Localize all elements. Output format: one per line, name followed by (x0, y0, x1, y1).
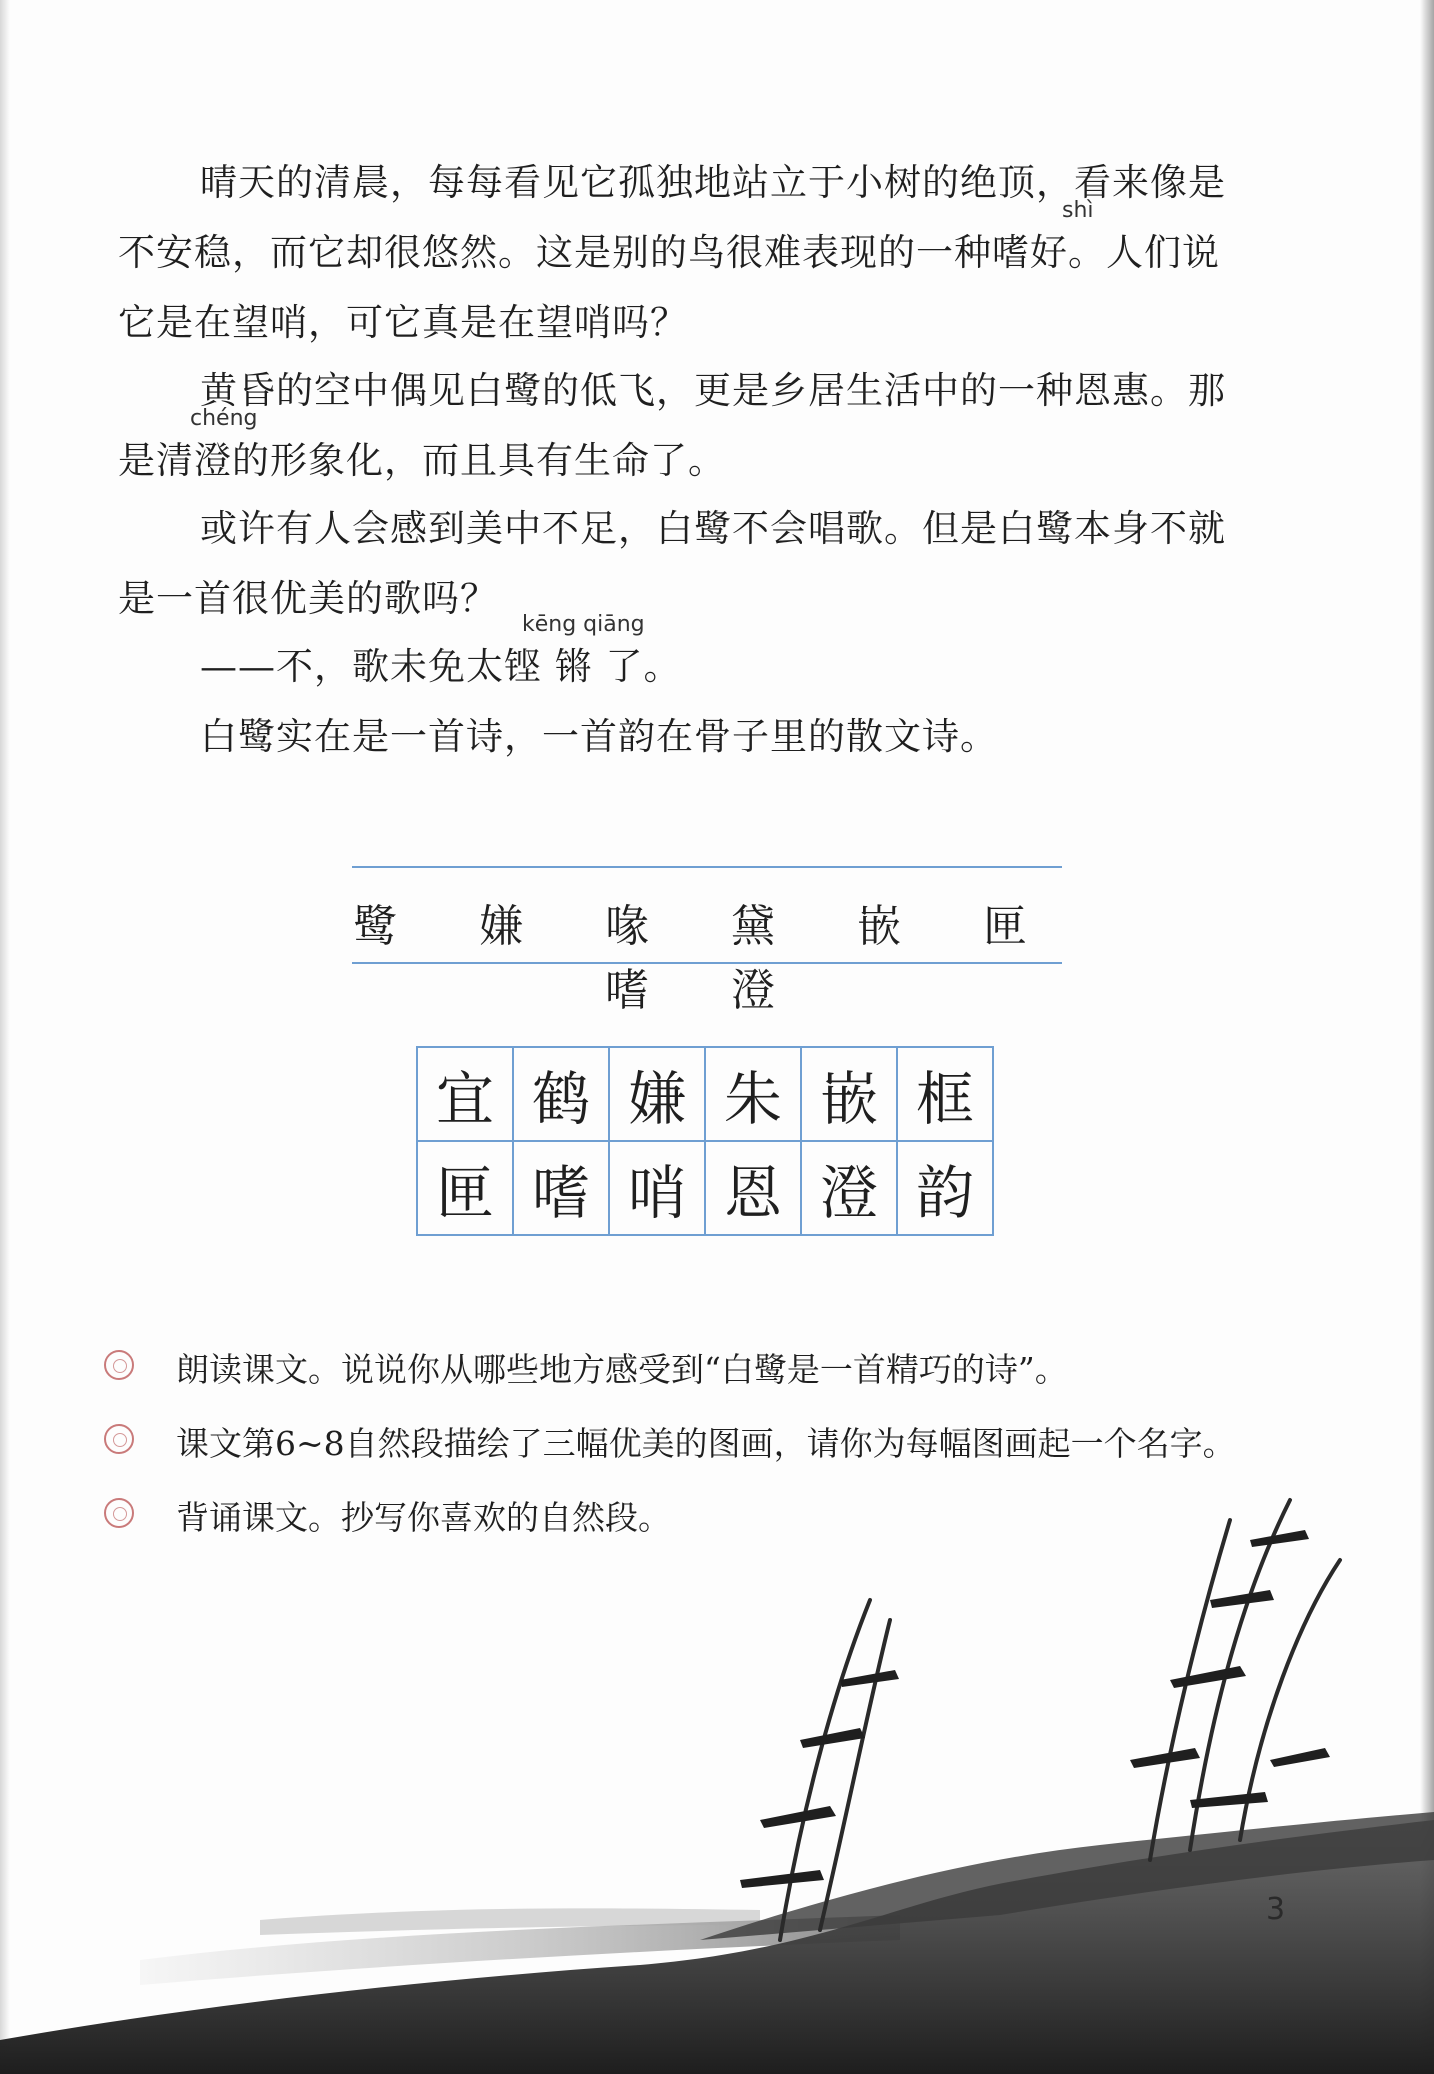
grid-cell: 宜 (417, 1047, 513, 1141)
grid-cell: 澄 (801, 1141, 897, 1235)
pinyin-cheng: chéng (190, 406, 258, 431)
task-text: 背诵课文。抄写你喜欢的自然段。 (176, 1498, 671, 1537)
paragraph-3-line-1: 或许有人会感到美中不足，白鹭不会唱歌。但是白鹭本身不就 (200, 507, 1226, 550)
paragraph-1-line-1: 晴天的清晨，每每看见它孤独地站立于小树的绝顶，看来像是 (200, 161, 1226, 204)
paragraph-1-line-3: 它是在望哨，可它真是在望哨吗？ (118, 301, 688, 344)
grid-cell: 哨 (609, 1141, 705, 1235)
grid-cell: 朱 (705, 1047, 801, 1141)
paragraph-5: 白鹭实在是一首诗，一首韵在骨子里的散文诗。 (200, 715, 998, 758)
grid-cell: 匣 (417, 1141, 513, 1235)
grid-cell: 恩 (705, 1141, 801, 1235)
paragraph-2-line-1: 黄昏的空中偶见白鹭的低飞，更是乡居生活中的一种恩惠。那 (200, 369, 1226, 412)
grid-cell: 嗜 (513, 1141, 609, 1235)
pinyin-shi: shì (1062, 198, 1094, 223)
grid-cell: 韵 (897, 1141, 993, 1235)
task-text: 课文第6~8自然段描绘了三幅优美的图画，请你为每幅图画起一个名字。 (176, 1424, 1236, 1463)
grid-cell: 鹤 (513, 1047, 609, 1141)
recognize-characters: 鹭 嫌 喙 黛 嵌 匣 嗜 澄 (353, 901, 1061, 1016)
paragraph-2-line-2: 是清澄的形象化，而且具有生命了。 (118, 439, 726, 482)
paragraph-1-line-2: 不安稳，而它却很悠然。这是别的鸟很难表现的一种嗜好。人们说 (118, 231, 1220, 274)
pinyin-kengqiang: kēng qiāng (522, 612, 645, 637)
grid-cell: 框 (897, 1047, 993, 1141)
paragraph-4: ——不，歌未免太铿 锵 了。 (200, 645, 682, 688)
paragraph-3-line-2: 是一首很优美的歌吗？ (118, 577, 498, 620)
grid-cell: 嫌 (609, 1047, 705, 1141)
task-text: 朗读课文。说说你从哪些地方感受到“白鹭是一首精巧的诗”。 (176, 1350, 1068, 1389)
grid-cell: 嵌 (801, 1047, 897, 1141)
page-number: 3 (1266, 1892, 1286, 1927)
